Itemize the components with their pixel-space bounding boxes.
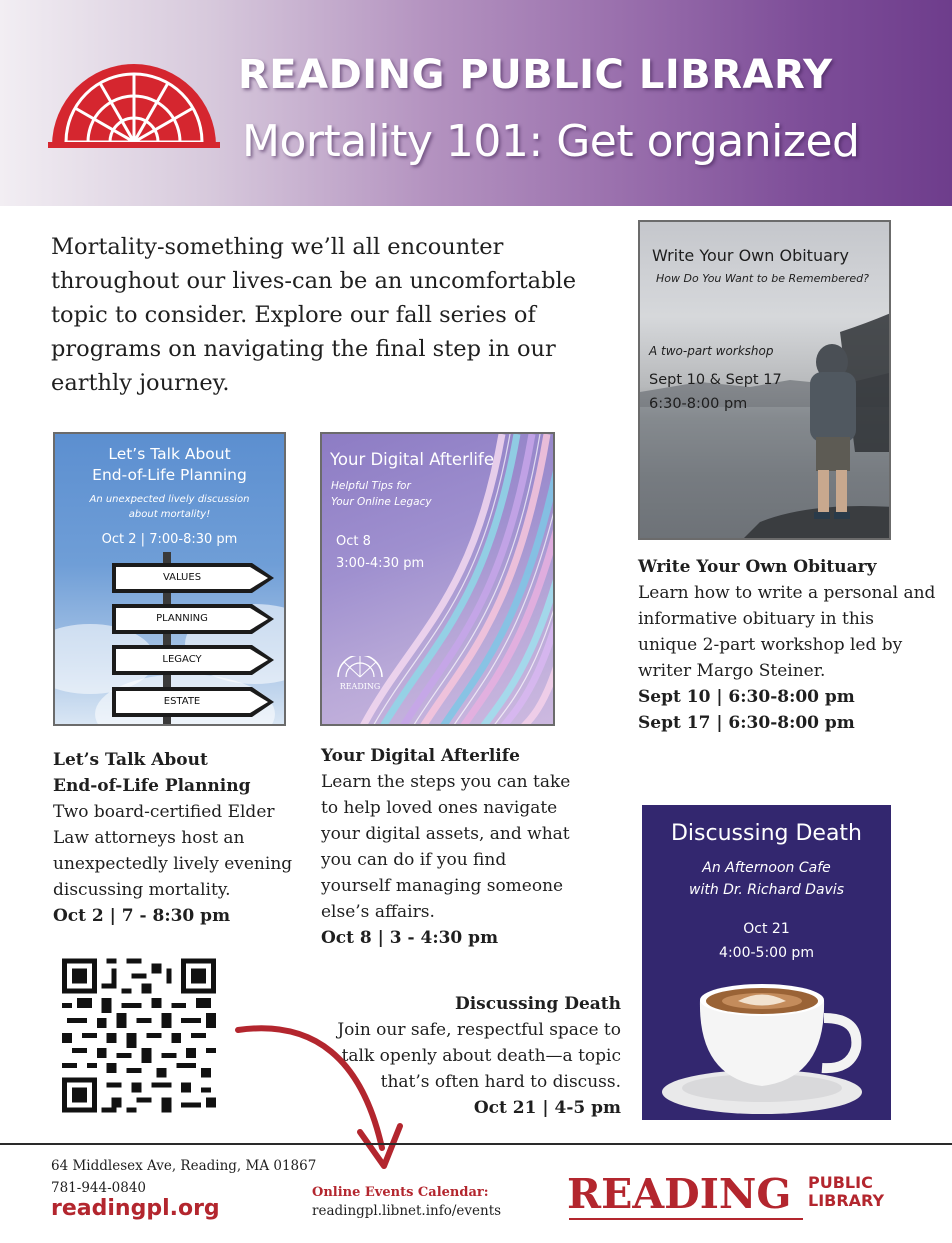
event-when-2: Sept 17 | 6:30-8:00 pm bbox=[638, 713, 855, 733]
intro-paragraph: Mortality-something we’ll all encounter throughout our lives-can be an uncomfortable topic to consider. Explore our fall series of programs on navigating the final step in our earthly journey. bbox=[51, 234, 577, 396]
series-subtitle: Mortality 101: Get organized bbox=[242, 116, 860, 167]
event-write-obituary bbox=[638, 554, 938, 736]
calendar-link[interactable]: readingpl.libnet.info/events bbox=[312, 1203, 502, 1219]
event-description: Learn the steps you can take to help loved ones navigate your digital assets, and what you can do if you find yourself managing someone else’s affairs. bbox=[321, 772, 571, 922]
event-when: Oct 2 | 7 - 8:30 pm bbox=[53, 906, 231, 926]
event-when: Oct 21 | 4-5 pm bbox=[473, 1098, 621, 1118]
poster-date: Oct 21 4:00-5:00 pm bbox=[719, 921, 814, 961]
calendar-label: Online Events Calendar: bbox=[312, 1185, 489, 1200]
event-description: Two board-certified Elder Law attorneys host an unexpectedly lively evening discussing mortality. bbox=[53, 802, 293, 900]
library-arch-logo bbox=[48, 58, 220, 150]
poster-workshop-note: A two-part workshop bbox=[649, 344, 774, 358]
sign-planning: PLANNING bbox=[112, 605, 274, 633]
poster-write-obituary bbox=[638, 220, 891, 540]
event-title: Let’s Talk About End-of-Life Planning bbox=[53, 750, 251, 796]
poster-date: Oct 8 3:00-4:30 pm bbox=[336, 534, 425, 571]
footer-contact bbox=[51, 1155, 316, 1199]
poster-discussing-death bbox=[642, 805, 891, 1120]
qr-code-icon[interactable] bbox=[62, 958, 216, 1113]
header-banner bbox=[0, 0, 952, 206]
poster-date: Oct 2 | 7:00-8:30 pm bbox=[101, 532, 238, 547]
address: 64 Middlesex Ave, Reading, MA 01867 bbox=[51, 1158, 317, 1174]
event-end-of-life-planning bbox=[53, 747, 313, 929]
event-title: Discussing Death bbox=[454, 994, 621, 1014]
sign-values: VALUES bbox=[112, 564, 274, 592]
poster-subtitle: An unexpected lively discussion about mortality! bbox=[89, 494, 250, 520]
poster-date: Sept 10 & Sept 17 6:30-8:00 pm bbox=[649, 372, 782, 412]
event-when: Oct 8 | 3 - 4:30 pm bbox=[321, 928, 499, 948]
poster-title: Write Your Own Obituary bbox=[652, 246, 849, 265]
sign-legacy: LEGACY bbox=[112, 646, 274, 674]
poster-title: Let’s Talk About End-of-Life Planning bbox=[92, 445, 247, 484]
coffee-cup-icon bbox=[642, 970, 891, 1120]
event-title: Your Digital Afterlife bbox=[321, 746, 520, 766]
poster-subtitle: Helpful Tips for Your Online Legacy bbox=[331, 480, 432, 508]
poster-title: Your Digital Afterlife bbox=[330, 450, 494, 469]
library-wordmark: READING PUBLIC LIBRARY bbox=[567, 1170, 885, 1218]
event-digital-afterlife bbox=[321, 743, 581, 951]
event-title: Write Your Own Obituary bbox=[638, 557, 877, 577]
poster-subtitle: An Afternoon Cafe with Dr. Richard Davis bbox=[689, 860, 844, 898]
phone-number[interactable]: 781-944-0840 bbox=[51, 1180, 147, 1196]
library-title: READING PUBLIC LIBRARY bbox=[238, 52, 833, 98]
event-description: Join our safe, respectful space to talk openly about death—a topic that’s often hard to discuss. bbox=[337, 1020, 621, 1092]
sign-estate: ESTATE bbox=[112, 688, 274, 716]
poster-digital-afterlife bbox=[320, 432, 555, 726]
event-when-1: Sept 10 | 6:30-8:00 pm bbox=[638, 687, 855, 707]
poster-end-of-life-planning bbox=[53, 432, 286, 726]
poster-title: Discussing Death bbox=[670, 821, 863, 846]
poster-library-logo: READING bbox=[332, 656, 388, 691]
event-description: Learn how to write a personal and informative obituary in this unique 2-part workshop led by writer Margo Steiner. bbox=[638, 583, 936, 681]
footer-divider bbox=[0, 1143, 952, 1145]
arch-logo-icon bbox=[332, 656, 388, 678]
poster-subtitle: How Do You Want to be Remembered? bbox=[656, 272, 869, 285]
website-link[interactable]: readingpl.org bbox=[51, 1196, 220, 1221]
